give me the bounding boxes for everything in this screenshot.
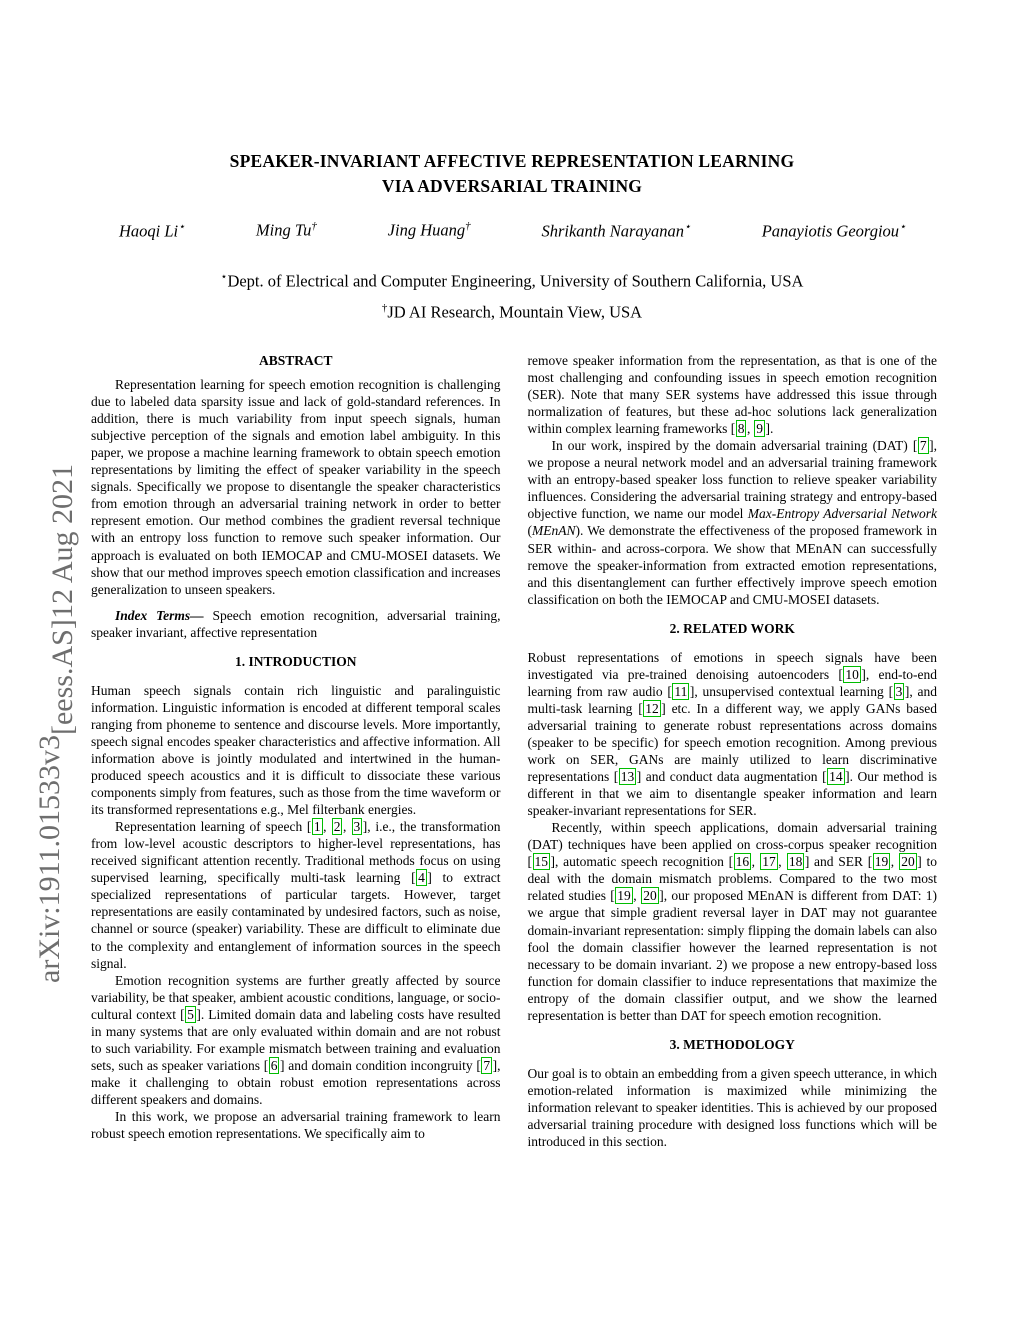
citation-link[interactable]: 15	[534, 854, 548, 870]
affiliation-line	[0, 264, 1024, 295]
paragraph-text: In this work, we propose an adversarial training framework to learn robust speech emotion representations. We specifically aim to	[91, 1108, 501, 1142]
author	[762, 220, 906, 242]
paragraph-text: (	[527, 523, 532, 539]
section-heading: 1. INTRODUCTION	[234, 653, 357, 669]
paragraph-text: MEnAN	[532, 523, 576, 539]
paragraph-text: to deal with the domain mismatch problems. Compared to the two most related studies	[527, 854, 938, 904]
citation-link[interactable]: 12	[645, 700, 659, 716]
author-name: Panayiotis Georgiou	[761, 221, 900, 241]
paragraph	[91, 1108, 501, 1142]
paragraph-text: Recently, within speech applications, domain adversarial training (DAT) techniques have been applied on cross-corpus speaker recognition	[527, 820, 937, 853]
citation-link[interactable]: 19	[617, 888, 631, 904]
paragraph-text: and conduct data augmentation	[641, 769, 823, 785]
affiliations	[0, 264, 1024, 325]
author-affiliation-mark: ⋆	[684, 221, 691, 233]
affiliation-line	[0, 295, 1024, 326]
citation-link[interactable]: 3	[353, 819, 361, 835]
paragraph-text: Robust representations of emotions in speech signals have been investigated via pre-trained denoising autoencoders	[527, 649, 937, 682]
citation-link[interactable]: 8	[737, 421, 745, 437]
author-affiliation-mark: †	[311, 220, 317, 232]
citation-link[interactable]: 7	[483, 1057, 491, 1073]
paragraph	[91, 607, 501, 641]
paper-title-line1: SPEAKER-INVARIANT AFFECTIVE REPRESENTATION LEARNING	[229, 151, 795, 171]
paper-body	[91, 352, 937, 1150]
arxiv-watermark	[20, 338, 80, 983]
arxiv-category: [eess.AS]	[46, 619, 79, 735]
author-name: Ming Tu	[255, 220, 312, 240]
right-column	[528, 352, 938, 1150]
author-affiliation-mark: †	[465, 220, 471, 232]
paragraph-text: , we propose a neural network model and an adversarial training framework with an entropy-based speaker loss function to relieve speaker variability influences. Considering the adversarial training strategy and entropy-based objective function, we name our model	[527, 438, 937, 522]
authors-row	[119, 220, 906, 242]
citation-link[interactable]: 4	[418, 870, 425, 886]
paragraph-text: and domain condition incongruity	[284, 1057, 477, 1073]
citation-link[interactable]: 20	[643, 888, 657, 904]
citation-link[interactable]: 14	[829, 769, 843, 785]
paragraph: Emotion recognition systems are further greatly affected by source variability, be that speaker, ambient acoustic conditions, language, or socio-cultural context [ 5 ]. Limited domain data and labeling costs have resulted in many systems that are only evaluated within domain and are not robust to such variability. For example mismatch between training and evaluation sets, such as speaker variations [ 6 ] and domain condition incongruity [ 7 ], make it challenging to obtain robust emotion representations across different speakers and domains.	[91, 972, 501, 1107]
author-name: Jing Huang	[387, 220, 466, 240]
section-heading: 3. METHODOLOGY	[669, 1036, 795, 1052]
paragraph-text: and SER	[809, 854, 868, 870]
citation-link[interactable]: 17	[762, 854, 776, 870]
paragraph: In our work, inspired by the domain adversarial training (DAT) [ 7 ], we propose a neural network model and an adversarial training framework with an entropy-based speaker loss function to relieve speaker variability influences. Considering the adversarial training strategy and entropy-based objective function, we name our model Max-Entropy Adversarial Network (MEnAN). We demonstrate the effectiveness of the proposed framework in SER within- and across-corpora. We show that MEnAN can successfully remove the speaker-information from extracted emotion representations, and this disentanglement can further effectively improve speech emotion classification on both the IEMOCAP and CMU-MOSEI datasets.	[527, 438, 937, 607]
author-name: Shrikanth Narayanan	[541, 221, 684, 241]
author-name: Haoqi Li	[119, 221, 179, 241]
paragraph: remove speaker information from the representation, as that is one of the most challenging and confounding issues in speech emotion recognition (SER). Note that many SER systems have addressed this issue through normalization of features, but these ad-hoc solutions lack generalization within complex learning frameworks [ 8 , 9 ].	[527, 353, 937, 437]
author	[119, 220, 185, 242]
citation-link[interactable]: 10	[845, 666, 859, 682]
paragraph-text: , i.e., the transformation from low-level acoustic descriptors to higher-level representations, has received significant attention recently. Traditional methods focus on using supervised learning, specifically multi-task learning	[91, 819, 501, 886]
author	[256, 220, 317, 242]
affiliation-mark: ⋆	[220, 271, 228, 283]
citation-link[interactable]: 18	[788, 854, 803, 870]
paragraph-text: . Our method is different in that we aim to disentangle speaker information and learn speaker-invariant representations for SER.	[527, 769, 937, 819]
citation-link[interactable]: 16	[735, 854, 750, 870]
citation-link[interactable]: 19	[874, 854, 889, 870]
citation-link[interactable]: 2	[333, 819, 341, 835]
author-affiliation-mark: ⋆	[178, 221, 186, 233]
paragraph-text: , end-to-end learning from raw audio	[527, 666, 938, 699]
section-heading: 2. RELATED WORK	[669, 620, 795, 636]
paper-title-line2: VIA ADVERSARIAL TRAINING	[381, 176, 643, 196]
paragraph-text: Our goal is to obtain an embedding from a given speech utterance, in which emotion-related information is maximized while minimizing the information relevant to speaker identities. This is achieved by our proposed adversarial training procedure with designed loss functions which will be introduced in this section.	[527, 1065, 937, 1150]
paragraph-text: Representation learning of speech	[115, 819, 307, 835]
citation-link[interactable]: 11	[674, 683, 688, 699]
citation-link[interactable]: 20	[901, 854, 915, 870]
arxiv-id: arXiv:1911.01533v3	[33, 734, 66, 983]
affiliation-text: Dept. of Electrical and Computer Engineering, University of Southern California, USA	[227, 271, 804, 291]
paragraph: Recently, within speech applications, domain adversarial training (DAT) techniques have been applied on cross-corpus speaker recognition [ 15 ], automatic speech recognition [ 16 , 17 , 18 ] and SER [ 19 , 20 ] to deal with the domain mismatch problems. Compared to the two most related studies [ 19 , 20 ], our proposed MEnAN is different from DAT: 1) we argue that simple gradient reversal layer in DAT may not guarantee domain-invariant representation: simply flipping the domain labels can also fool the domain classifier however the learned representation is not necessary to be domain invariant. 2) we propose a new entropy-based loss function for domain classifier to induce representations that maximize the entropy of the domain classifier output, and we show the learned representation is better than DAT for speech emotion recognition.	[527, 820, 938, 1023]
author-affiliation-mark: ⋆	[899, 221, 906, 233]
paragraph-text: , make it challenging to obtain robust emotion representations across different speakers and domains.	[91, 1057, 501, 1107]
paragraph-text: Representation learning for speech emotion recognition is challenging due to labeled data sparsity issue and lack of gold-standard references. In addition, there is much variability from input speech signals, human subjective perception of the signals and emotion label ambiguity. In this paper, we propose a machine learning framework to obtain speech emotion representations by limiting the effect of speaker variability in the speech signals. Specifically we propose to disentangle the speaker characteristics from emotion through an adversarial training network in order to better represent emotion. Our method combines the gradient reversal technique with an entropy loss function to remove such speaker information. Our approach is evaluated on both IEMOCAP and CMU-MOSEI datasets. We show that our method improves speech emotion classification and increases generalization to unseen speakers.	[91, 377, 501, 597]
affiliation-mark: †	[381, 301, 388, 314]
paragraph-text: .	[769, 421, 774, 437]
paragraph-text: to extract specialized representations of particular targets. However, target representations are easily contaminated by undesired factors, such as noise, channel or source (speaker) variability. These are difficult to eliminate due to the complexity and entanglement of information sources in the speech signal.	[91, 870, 501, 971]
author	[541, 220, 690, 242]
section-heading: ABSTRACT	[258, 353, 333, 368]
paragraph	[528, 1065, 938, 1150]
paragraph-text: Index Terms—	[115, 607, 204, 623]
paragraph: Representation learning of speech [ 1 , 2 , 3 ], i.e., the transformation from low-level acoustic descriptors to higher-level representations, has received significant attention recently. Traditional methods focus on using supervised learning, specifically multi-task learning [ 4 ] to extract specialized representations of particular targets. However, target representations are easily contaminated by undesired factors, such as noise, channel or source (speaker) variability. These are difficult to eliminate due to the complexity and entanglement of information sources in the speech signal.	[91, 819, 501, 971]
citation-link[interactable]: 5	[187, 1006, 194, 1022]
paragraph-text: , unsupervised contextual learning	[694, 683, 889, 699]
paragraph-text: , and multi-task learning	[527, 683, 937, 716]
left-column	[91, 352, 501, 1150]
paragraph-text: remove speaker information from the representation, as that is one of the most challenging and confounding issues in speech emotion recognition (SER). Note that many SER systems have addressed this issue through normalization of features, but these ad-hoc solutions lack generalization within complex learning frameworks	[527, 353, 937, 437]
affiliation-text: JD AI Research, Mountain View, USA	[387, 302, 643, 321]
paragraph-text: In our work, inspired by the domain adversarial training (DAT)	[551, 438, 913, 454]
paper-title	[0, 149, 1024, 199]
paragraph-text: ). We demonstrate the effectiveness of the proposed framework in SER within- and across-corpora. We show that MEnAN can successfully remove the speaker-information from extracted emotion representations, and this disentanglement can further effectively improve speech emotion classification on both the IEMOCAP and CMU-MOSEI datasets.	[527, 523, 937, 607]
paragraph-text: Human speech signals contain rich linguistic and paralinguistic information. Linguistic information is encoded at different temporal scales ranging from phoneme to sentence and discourse levels. More importantly, speech signal encodes speaker characteristics and affective information. All information above is jointly modulated and intertwined in the human-produced speech acoustics and it is difficult to dissociate these various components simply from features, such as those from the time waveform or its transformed representations e.g., Mel filterbank energies.	[91, 682, 501, 818]
arxiv-date: 12 Aug 2021	[46, 464, 79, 620]
paragraph-text: Speech emotion recognition, adversarial training, speaker invariant, affective representation	[91, 607, 501, 640]
paragraph-text: Max-Entropy Adversarial Network	[747, 506, 937, 522]
citation-link[interactable]: 7	[919, 438, 927, 454]
paragraph-text: . Limited domain data and labeling costs have resulted in many systems that are only evaluated within domain and are not robust to such variability. For example mismatch between training and evaluation sets, such as speaker variations	[91, 1006, 501, 1073]
paragraph	[91, 376, 501, 598]
paragraph: Robust representations of emotions in speech signals have been investigated via pre-trained denoising autoencoders [ 10 ], end-to-end learning from raw audio [ 11 ], unsupervised contextual learning [ 3 ], and multi-task learning [ 12 ] etc. In a different way, we apply GANs based adversarial training to generate robust representations across domains (speaker to be specific) for speech emotion recognition. Among previous work on SER, GANs are mainly utilized to learn discriminative representations [ 13 ] and conduct data augmentation [ 14 ]. Our method is different in that we aim to disentangle speaker information and learn speaker-invariant representations for SER.	[527, 649, 938, 819]
paragraph-text: Emotion recognition systems are further greatly affected by source variability, be that speaker, ambient acoustic conditions, language, or socio-cultural context	[91, 972, 501, 1022]
paragraph	[91, 682, 501, 818]
paragraph-text: etc. In a different way, we apply GANs based adversarial training to generate robust representations across domains (speaker to be specific) for speech emotion recognition. Among previous work on SER, GANs are mainly utilized to learn discriminative representations	[527, 700, 937, 785]
citation-link[interactable]: 6	[270, 1057, 278, 1073]
citation-link[interactable]: 9	[756, 421, 763, 437]
paragraph-text: , our proposed MEnAN is different from DAT: 1) we argue that simple gradient reversal layer in DAT may not guarantee domain-invariant representation: simply flipping the domain labels can also fool the domain classifier however the learned representation is not necessary to be domain invariant. 2) we propose a new entropy-based loss function for domain classifier to induce representations that maximize the entropy of the domain classifier output, and we show the learned representation is better than DAT for speech emotion recognition.	[527, 888, 937, 1023]
author	[388, 220, 471, 242]
citation-link[interactable]: 3	[895, 683, 903, 699]
citation-link[interactable]: 13	[620, 769, 635, 785]
citation-link[interactable]: 1	[313, 819, 321, 835]
paragraph-text: , automatic speech recognition	[555, 854, 729, 870]
